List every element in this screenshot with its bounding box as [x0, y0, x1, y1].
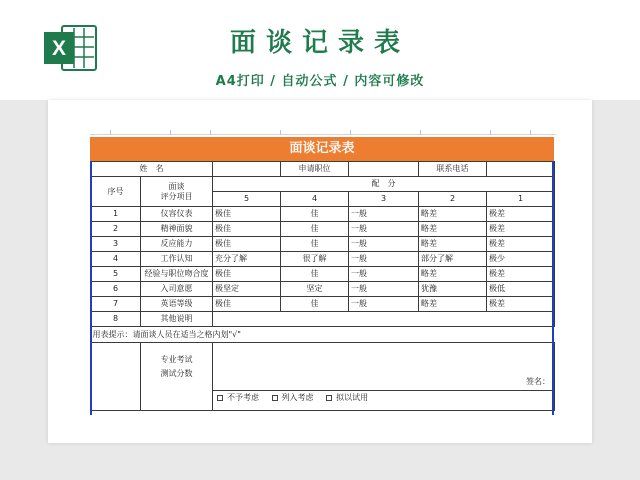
rating-cell-4[interactable]: 坚定 — [281, 282, 349, 297]
rating-cell-5[interactable]: 极佳 — [213, 237, 281, 252]
rating-cell-4[interactable]: 佳 — [281, 297, 349, 312]
table-row — [91, 237, 555, 252]
rating-cell-4[interactable]: 佳 — [281, 222, 349, 237]
score-3: 3 — [349, 192, 419, 207]
rating-cell-3[interactable]: 一般 — [349, 237, 419, 252]
row-no: 4 — [91, 252, 141, 267]
rating-cell-5[interactable]: 极佳 — [213, 267, 281, 282]
decision-blank-cell-2 — [141, 391, 213, 411]
interview-form — [90, 137, 554, 415]
rating-cell-3[interactable]: 一般 — [349, 207, 419, 222]
decision-row — [91, 391, 555, 411]
page-subtitle: A4打印 / 自动公式 / 内容可修改 — [215, 74, 425, 89]
rating-cell-4[interactable]: 佳 — [281, 267, 349, 282]
item-header-line2: 评分项目 — [160, 191, 193, 201]
option-consider-label: 列入考虑 — [281, 393, 314, 402]
other-no: 8 — [91, 312, 141, 327]
row-item: 精神面貌 — [141, 222, 213, 237]
print-area-right-border — [552, 161, 554, 415]
table-row — [91, 297, 555, 312]
applicant-info-row — [91, 162, 555, 177]
rating-cell-3[interactable]: 一般 — [349, 282, 419, 297]
exam-label-line1: 专业考试 — [160, 354, 193, 364]
rating-cell-2[interactable]: 略差 — [419, 237, 487, 252]
phone-value-cell[interactable] — [487, 162, 555, 177]
rating-cell-3[interactable]: 一般 — [349, 252, 419, 267]
excel-logo-letter: X — [51, 37, 67, 60]
seq-header: 序号 — [91, 177, 141, 207]
rating-cell-4[interactable]: 很了解 — [281, 252, 349, 267]
rating-cell-3[interactable]: 一般 — [349, 297, 419, 312]
phone-label: 联系电话 — [419, 162, 487, 177]
exam-label-cell — [141, 343, 213, 391]
rating-cell-4[interactable]: 佳 — [281, 207, 349, 222]
row-no: 7 — [91, 297, 141, 312]
exam-label-line2: 测试分数 — [160, 368, 193, 378]
row-no: 2 — [91, 222, 141, 237]
row-no: 3 — [91, 237, 141, 252]
other-notes-row — [91, 312, 555, 327]
rating-cell-5[interactable]: 极坚定 — [213, 282, 281, 297]
row-item: 工作认知 — [141, 252, 213, 267]
table-row — [91, 252, 555, 267]
rating-cell-3[interactable]: 一般 — [349, 267, 419, 282]
exam-score-cell[interactable] — [213, 343, 555, 391]
score-1: 1 — [487, 192, 555, 207]
row-no: 1 — [91, 207, 141, 222]
row-item: 入司意愿 — [141, 282, 213, 297]
item-header-line1: 面谈 — [168, 181, 185, 191]
table-row — [91, 222, 555, 237]
position-label: 申请职位 — [281, 162, 349, 177]
rating-cell-1[interactable]: 极差 — [487, 297, 555, 312]
table-header-row — [91, 177, 555, 192]
row-no: 6 — [91, 282, 141, 297]
rating-cell-2[interactable]: 犹豫 — [419, 282, 487, 297]
rating-cell-5[interactable]: 极佳 — [213, 222, 281, 237]
decision-blank-cell — [91, 391, 141, 411]
row-no: 5 — [91, 267, 141, 282]
other-label: 其他说明 — [141, 312, 213, 327]
rating-cell-1[interactable]: 极低 — [487, 282, 555, 297]
rating-cell-5[interactable]: 极佳 — [213, 207, 281, 222]
form-title-bar: 面谈记录表 — [90, 137, 554, 161]
rating-cell-4[interactable]: 佳 — [281, 237, 349, 252]
rating-cell-1[interactable]: 极差 — [487, 267, 555, 282]
usage-hint: 用表提示：请面谈人员在适当之格内划"√" — [91, 327, 555, 343]
rating-cell-2[interactable]: 略差 — [419, 297, 487, 312]
hint-row — [91, 327, 555, 343]
position-value-cell[interactable] — [349, 162, 419, 177]
score-5: 5 — [213, 192, 281, 207]
option-reject-checkbox[interactable] — [217, 395, 223, 401]
exam-blank-cell — [91, 343, 141, 391]
exam-row — [91, 343, 555, 391]
row-item: 经验与职位吻合度 — [141, 267, 213, 282]
preview-stage — [0, 100, 640, 480]
rating-cell-1[interactable]: 极差 — [487, 222, 555, 237]
rating-cell-1[interactable]: 极差 — [487, 207, 555, 222]
rating-cell-1[interactable]: 极差 — [487, 237, 555, 252]
table-row — [91, 282, 555, 297]
rating-cell-2[interactable]: 略差 — [419, 207, 487, 222]
page-header — [0, 0, 640, 100]
option-trial-label: 拟以试用 — [336, 393, 369, 402]
item-header — [141, 177, 213, 207]
rating-cell-2[interactable]: 略差 — [419, 267, 487, 282]
rating-cell-2[interactable]: 部分了解 — [419, 252, 487, 267]
rating-cell-2[interactable]: 略差 — [419, 222, 487, 237]
print-area-left-border — [90, 161, 92, 415]
row-item: 英语等级 — [141, 297, 213, 312]
option-trial-checkbox[interactable] — [326, 395, 332, 401]
row-item: 仪容仪表 — [141, 207, 213, 222]
column-ruler — [90, 130, 556, 135]
interview-table — [90, 161, 555, 411]
option-consider-checkbox[interactable] — [272, 395, 278, 401]
score-4: 4 — [281, 192, 349, 207]
spreadsheet-preview — [48, 100, 592, 443]
score-2: 2 — [419, 192, 487, 207]
rating-cell-5[interactable]: 充分了解 — [213, 252, 281, 267]
row-item: 反应能力 — [141, 237, 213, 252]
score-header: 配 分 — [213, 177, 555, 192]
other-notes-cell[interactable] — [213, 312, 555, 327]
table-row — [91, 267, 555, 282]
rating-cell-3[interactable]: 一般 — [349, 222, 419, 237]
table-row — [91, 207, 555, 222]
page-title: 面谈记录表 — [229, 28, 410, 58]
name-value-cell[interactable] — [213, 162, 281, 177]
signature-label: 签名： — [526, 377, 550, 386]
option-reject-label: 不予考虑 — [227, 393, 259, 402]
decision-options — [213, 391, 555, 411]
rating-cell-1[interactable]: 极少 — [487, 252, 555, 267]
rating-cell-5[interactable]: 极佳 — [213, 297, 281, 312]
name-label: 姓 名 — [91, 162, 213, 177]
